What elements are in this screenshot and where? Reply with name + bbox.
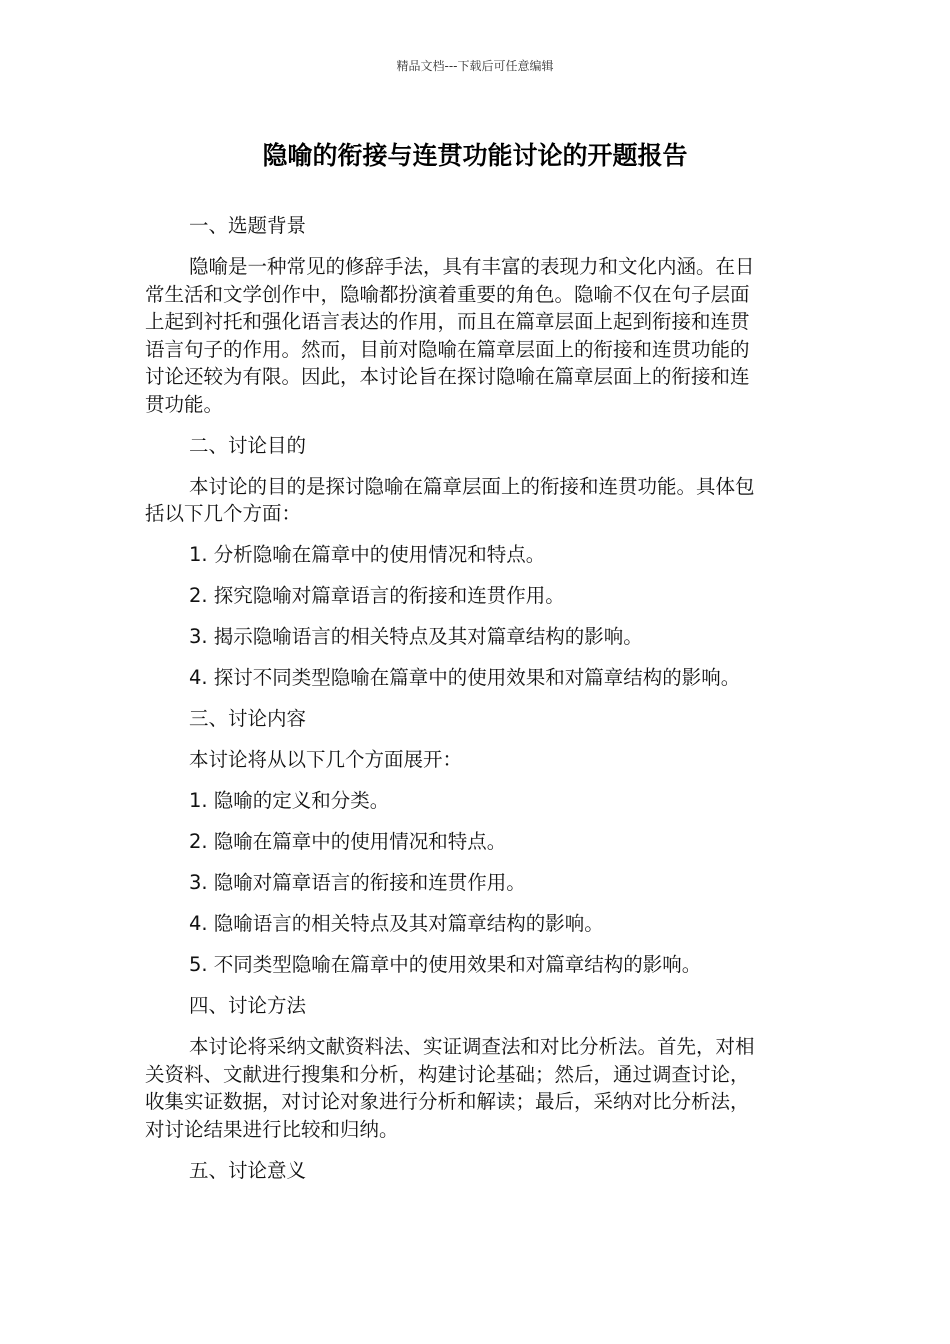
text-line: 4. 探讨不同类型隐喻在篇章中的使用效果和对篇章结构的影响。 (189, 666, 741, 689)
text-line: 语言句子的作用。然而，目前对隐喻在篇章层面上的衔接和连贯功能的 (145, 337, 750, 361)
paragraph (145, 473, 793, 528)
paragraph (145, 951, 793, 979)
paragraph (145, 623, 793, 651)
text-line: 一、选题背景 (189, 214, 307, 237)
paragraph (145, 910, 793, 938)
text-line: 上起到衬托和强化语言表达的作用，而且在篇章层面上起到衔接和连贯 (145, 310, 750, 333)
text-line: 四、讨论方法 (189, 994, 307, 1017)
text-line: 五、讨论意义 (189, 1158, 307, 1182)
paragraph (145, 992, 793, 1020)
paragraph (145, 787, 793, 815)
text-line: 本讨论将从以下几个方面展开： (189, 748, 463, 771)
page-header: 精品文档---下载后可任意编辑 (396, 59, 554, 73)
paragraph (145, 212, 793, 240)
text-line: 1. 分析隐喻在篇章中的使用情况和特点。 (189, 543, 546, 566)
document-title: 隐喻的衔接与连贯功能讨论的开题报告 (262, 141, 688, 170)
text-line: 三、讨论内容 (189, 707, 307, 730)
text-line: 常生活和文学创作中，隐喻都扮演着重要的角色。隐喻不仅在句子层面 (145, 282, 750, 306)
text-line: 4. 隐喻语言的相关特点及其对篇章结构的影响。 (189, 912, 604, 935)
text-line: 5. 不同类型隐喻在篇章中的使用效果和对篇章结构的影响。 (189, 953, 702, 976)
text-line: 二、讨论目的 (189, 433, 307, 457)
paragraph (145, 705, 793, 733)
paragraph (145, 664, 793, 692)
text-line: 3. 隐喻对篇章语言的衔接和连贯作用。 (189, 871, 526, 894)
paragraph (145, 1157, 793, 1185)
paragraph (145, 253, 793, 418)
text-line: 收集实证数据，对讨论对象进行分析和解读；最后，采纳对比分析法， (145, 1090, 750, 1113)
text-line: 本讨论的目的是探讨隐喻在篇章层面上的衔接和连贯功能。具体包 (189, 474, 755, 498)
paragraph (145, 869, 793, 897)
text-line: 隐喻是一种常见的修辞手法，具有丰富的表现力和文化内涵。在日 (189, 255, 755, 278)
text-line: 关资料、文献进行搜集和分析，构建讨论基础；然后，通过调查讨论， (145, 1062, 750, 1086)
text-line: 括以下几个方面： (145, 502, 302, 525)
text-line: 对讨论结果进行比较和归纳。 (145, 1117, 399, 1141)
paragraph (145, 746, 793, 774)
text-line: 3. 揭示隐喻语言的相关特点及其对篇章结构的影响。 (189, 625, 643, 648)
paragraph (145, 432, 793, 460)
paragraph (145, 1033, 793, 1143)
paragraph (145, 541, 793, 569)
document-body (145, 212, 793, 1184)
text-line: 讨论还较为有限。因此，本讨论旨在探讨隐喻在篇章层面上的衔接和连 (145, 365, 750, 388)
paragraph (145, 582, 793, 610)
text-line: 本讨论将采纳文献资料法、实证调查法和对比分析法。首先，对相 (189, 1035, 755, 1058)
text-line: 2. 探究隐喻对篇章语言的衔接和连贯作用。 (189, 584, 565, 607)
text-line: 2. 隐喻在篇章中的使用情况和特点。 (189, 830, 507, 853)
text-line: 1. 隐喻的定义和分类。 (189, 789, 390, 812)
paragraph (145, 828, 793, 856)
text-line: 贯功能。 (145, 392, 224, 416)
